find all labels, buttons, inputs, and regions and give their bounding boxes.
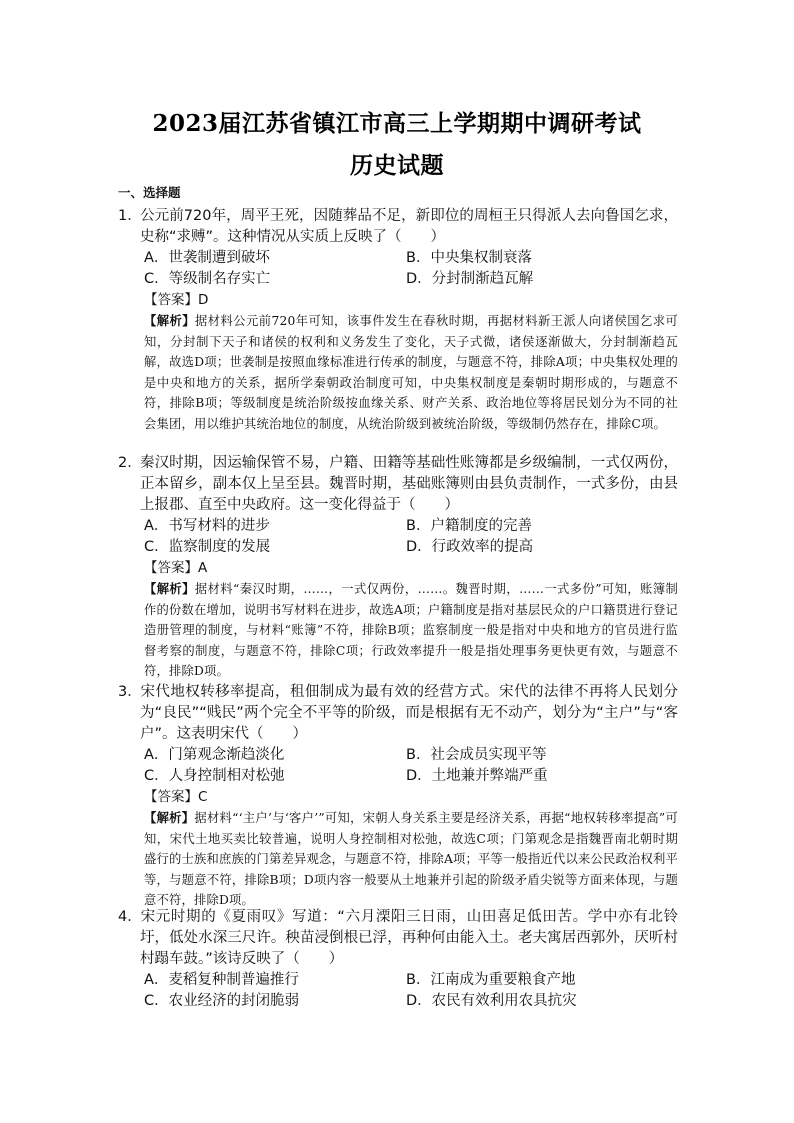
option-d[interactable]: D．行政效率的提高 <box>406 539 534 555</box>
option-a[interactable]: A．麦稻复种制普遍推行 <box>144 972 299 988</box>
question-number: 3． <box>118 684 142 700</box>
option-a[interactable]: A．门第观念渐趋淡化 <box>144 747 285 763</box>
answer: 【答案】C <box>144 789 208 805</box>
question-number: 2． <box>118 455 142 471</box>
option-a[interactable]: A．世袭制遭到破坏 <box>144 250 270 266</box>
explanation <box>118 579 678 682</box>
option-b[interactable]: B．中央集权制衰落 <box>406 250 532 266</box>
question-text: 宋元时期的《夏雨叹》写道：“六月溧阳三日雨，山田喜足低田苦。学中亦有北铃圩，低处水深三尺许。秧苗浸倒根已浮，再种何由能入土。老夫寓居西郭外，厌听村村蹋车鼓。”该诗反映了（ ） <box>140 909 678 967</box>
option-a[interactable]: A．书写材料的进步 <box>144 518 270 534</box>
explanation <box>118 808 678 911</box>
question-stem <box>118 907 678 970</box>
question-text: 宋代地权转移率提高，租佃制成为最有效的经营方式。宋代的法律不再将人民划分为“良民”“贱民”两个完全不平等的阶级，而是根据有无不动产，划分为“主户”与“客户”。这表明宋代（ ） <box>140 684 678 742</box>
question-2 <box>118 453 678 682</box>
question-number: 1． <box>118 208 142 224</box>
question-number: 4． <box>118 909 142 925</box>
options <box>118 970 678 1012</box>
option-d[interactable]: D．土地兼并弊端严重 <box>406 768 548 784</box>
option-b[interactable]: B．户籍制度的完善 <box>406 518 532 534</box>
answer: 【答案】D <box>144 292 209 308</box>
explanation-text: 据材料公元前720年可知，该事件发生在春秋时期，再据材料新王派人向诸侯国乞求可知，分封制下天子和诸侯的权利和义务发生了变化，天子式微，诸侯逐渐做大，分封制渐趋瓦解，故选D项；世袭制是按照血缘标准进行传承的制度，与题意不符，排除A项；中央集权处理的是中央和地方的关系，据所学秦朝政治制度可知，中央集权制度是秦朝时期形成的，与题意不符，排除B项；等级制度是统治阶级按血缘关系、财产关系、政治地位等将居民划分为不同的社会集团，用以维护其统治地位的制度，从统治阶级到被统治阶级，等级制仍然存在，排除C项。 <box>144 314 678 431</box>
option-c[interactable]: C．人身控制相对松弛 <box>144 768 285 784</box>
option-b[interactable]: B．社会成员实现平等 <box>406 747 547 763</box>
options <box>118 745 678 787</box>
question-4 <box>118 907 678 1012</box>
question-3 <box>118 682 678 911</box>
section-heading: 一、选择题 <box>118 185 181 200</box>
options <box>118 248 678 290</box>
option-d[interactable]: D．农民有效利用农具抗灾 <box>406 993 577 1009</box>
option-d[interactable]: D．分封制渐趋瓦解 <box>406 271 534 287</box>
question-text: 公元前720年，周平王死，因随葬品不足，新即位的周桓王只得派人去向鲁国乞求，史称“求赙”。这种情况从实质上反映了（ ） <box>140 208 678 245</box>
explanation-tag: 【解析】 <box>144 314 195 328</box>
option-c[interactable]: C．农业经济的封闭脆弱 <box>144 993 300 1009</box>
explanation-tag: 【解析】 <box>144 811 195 825</box>
options <box>118 516 678 558</box>
question-stem <box>118 453 678 516</box>
answer: 【答案】A <box>144 560 208 576</box>
question-1 <box>118 206 678 435</box>
explanation <box>118 311 678 435</box>
question-stem <box>118 682 678 745</box>
question-stem <box>118 206 678 248</box>
option-b[interactable]: B．江南成为重要粮食产地 <box>406 972 576 988</box>
page-subtitle: 历史试题 <box>350 152 444 179</box>
option-c[interactable]: C．等级制名存实亡 <box>144 271 271 287</box>
option-c[interactable]: C．监察制度的发展 <box>144 539 271 555</box>
page-title: 2023届江苏省镇江市高三上学期期中调研考试 <box>152 110 642 137</box>
explanation-text: 据材料“秦汉时期，……，一式仅两份，……。魏晋时期，……一式多份”可知，账簿制作的份数在增加，说明书写材料在进步，故选A项；户籍制度是指对基层民众的户口籍贯进行登记造册管理的制度，与材料“账簿”不符，排除B项；监察制度一般是指对中央和地方的官员进行监督考察的制度，与题意不符，排除C项；行政效率提升一般是指处理事务更快更有效，与题意不符，排除D项。 <box>144 582 678 679</box>
explanation-tag: 【解析】 <box>144 582 195 596</box>
explanation-text: 据材料“‘主户’与‘客户’”可知，宋朝人身关系主要是经济关系，再据“地权转移率提高”可知，宋代土地买卖比较普遍，说明人身控制相对松弛，故选C项；门第观念是指魏晋南北朝时期盛行的士族和庶族的门第差异观念，与题意不符，排除A项；平等一般指近代以来公民政治权利平等，与题意不符，排除B项；D项内容一般要从土地兼并引起的阶级矛盾尖锐等方面来体现，与题意不符，排除D项。 <box>144 811 678 908</box>
question-text: 秦汉时期，因运输保管不易，户籍、田籍等基础性账簿都是乡级编制，一式仅两份，正本留乡，副本仅上呈至县。魏晋时期，基础账簿则由县负责制作，一式多份，由县上报郡、直至中央政府。这一变化得益于（ ） <box>140 455 678 513</box>
